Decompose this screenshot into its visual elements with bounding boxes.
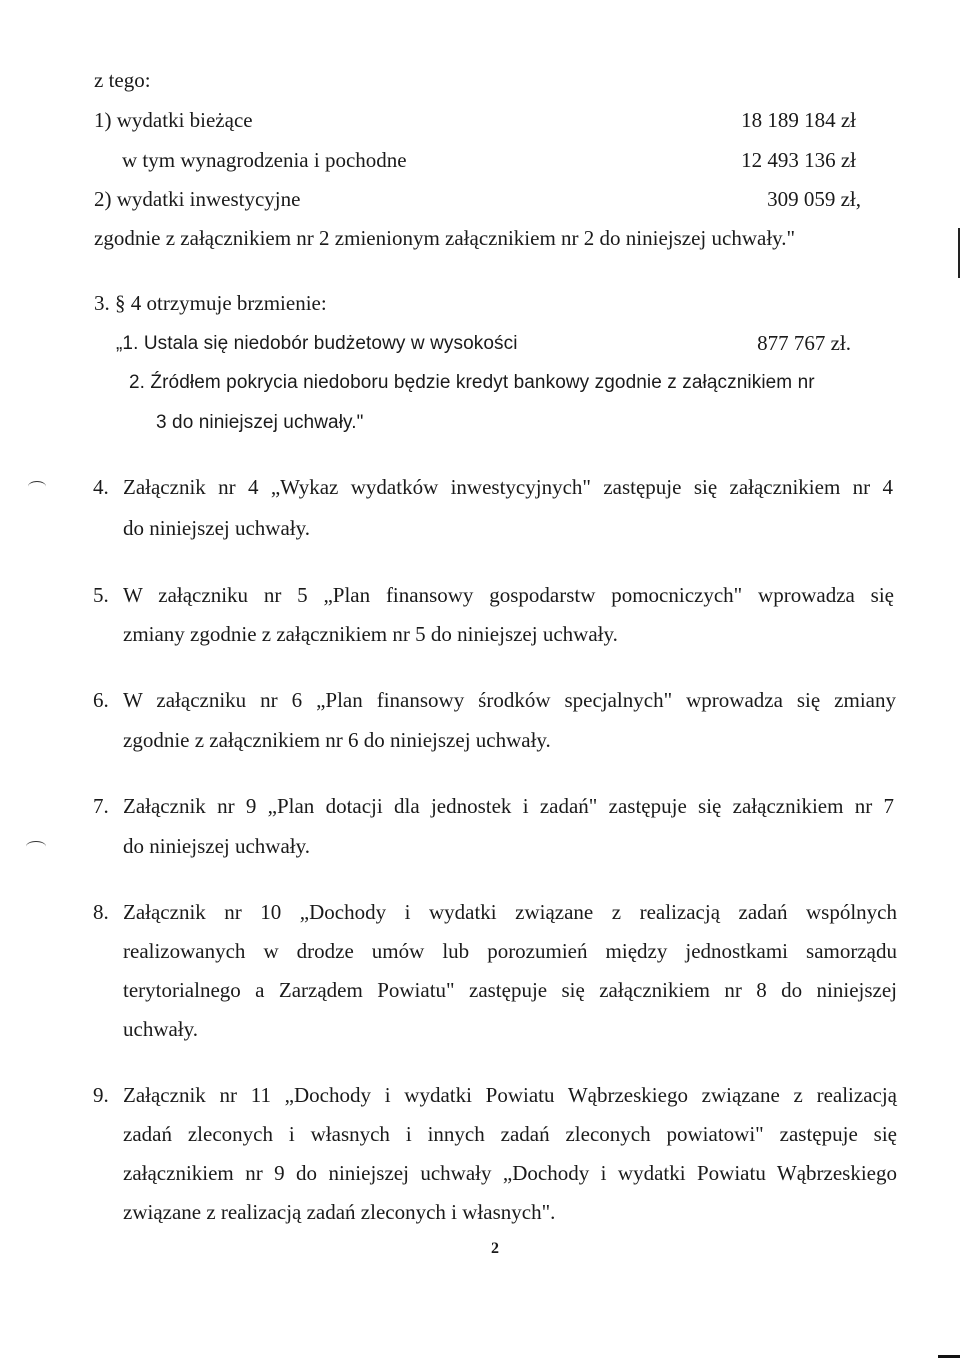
attachment-2-note: zgodnie z załącznikiem nr 2 zmienionym załącznikiem nr 2 do niniejszej uchwały." <box>94 226 796 250</box>
point-7-line-1: Załącznik nr 9 „Plan dotacji dla jednostek i zadań" zastępuje się załącznikiem nr 7 <box>123 794 894 818</box>
point-6-line-2: zgodnie z załącznikiem nr 6 do niniejszej uchwały. <box>123 728 551 752</box>
point-9-line-4: związane z realizacją zadań zleconych i własnych". <box>123 1200 556 1224</box>
point-4-line-2: do niniejszej uchwały. <box>123 516 311 540</box>
point-9-line-2: zadań zleconych i własnych i innych zadań zleconych powiatowi" zastępuje się <box>123 1122 897 1146</box>
intro-text: z tego: <box>94 68 151 92</box>
point-3-deficit-label: „1. Ustala się niedobór budżetowy w wysokości <box>116 333 518 354</box>
investment-expenses-label: 2) wydatki inwestycyjne <box>94 187 301 211</box>
point-8-number: 8. <box>93 900 109 924</box>
point-8-line-3: terytorialnego a Zarządem Powiatu" zastępuje się załącznikiem nr 8 do niniejszej <box>123 978 897 1002</box>
current-expenses-amount: 18 189 184 zł <box>741 108 856 132</box>
point-8-line-1: Załącznik nr 10 „Dochody i wydatki związane z realizacją zadań wspólnych <box>123 900 897 924</box>
page-number: 2 <box>491 1240 499 1257</box>
point-3-heading: 3. § 4 otrzymuje brzmienie: <box>94 291 327 315</box>
point-3-funding-line-1: 2. Źródłem pokrycia niedoboru będzie kredyt bankowy zgodnie z załącznikiem nr <box>129 372 815 393</box>
point-5-line-1: W załączniku nr 5 „Plan finansowy gospodarstw pomocniczych" wprowadza się <box>123 583 894 607</box>
point-7-number: 7. <box>93 794 109 818</box>
point-9-number: 9. <box>93 1083 109 1107</box>
point-9-line-1: Załącznik nr 11 „Dochody i wydatki Powiatu Wąbrzeskiego związane z realizacją <box>123 1083 897 1107</box>
point-3-funding-line-2: 3 do niniejszej uchwały." <box>156 412 364 433</box>
point-8-line-4: uchwały. <box>123 1017 199 1041</box>
point-7-line-2: do niniejszej uchwały. <box>123 834 311 858</box>
point-4-number: 4. <box>93 475 109 499</box>
point-4-line-1: Załącznik nr 4 „Wykaz wydatków inwestycyjnych" zastępuje się załącznikiem nr 4 <box>123 475 893 499</box>
current-expenses-label: 1) wydatki bieżące <box>94 108 253 132</box>
point-5-number: 5. <box>93 583 109 607</box>
point-8-line-2: realizowanych w drodze umów lub porozumień między jednostkami samorządu <box>123 939 897 963</box>
point-5-line-2: zmiany zgodnie z załącznikiem nr 5 do niniejszej uchwały. <box>123 622 618 646</box>
salaries-amount: 12 493 136 zł <box>741 148 856 172</box>
margin-mark <box>26 841 46 852</box>
investment-expenses-amount: 309 059 zł, <box>767 187 861 211</box>
scan-edge-mark <box>938 1355 960 1358</box>
point-3-deficit-amount: 877 767 zł. <box>757 331 851 355</box>
point-6-line-1: W załączniku nr 6 „Plan finansowy środków specjalnych" wprowadza się zmiany <box>123 688 896 712</box>
margin-mark <box>28 481 46 492</box>
point-9-line-3: załącznikiem nr 9 do niniejszej uchwały „Dochody i wydatki Powiatu Wąbrzeskiego <box>123 1161 897 1185</box>
salaries-label: w tym wynagrodzenia i pochodne <box>122 148 407 172</box>
point-6-number: 6. <box>93 688 109 712</box>
